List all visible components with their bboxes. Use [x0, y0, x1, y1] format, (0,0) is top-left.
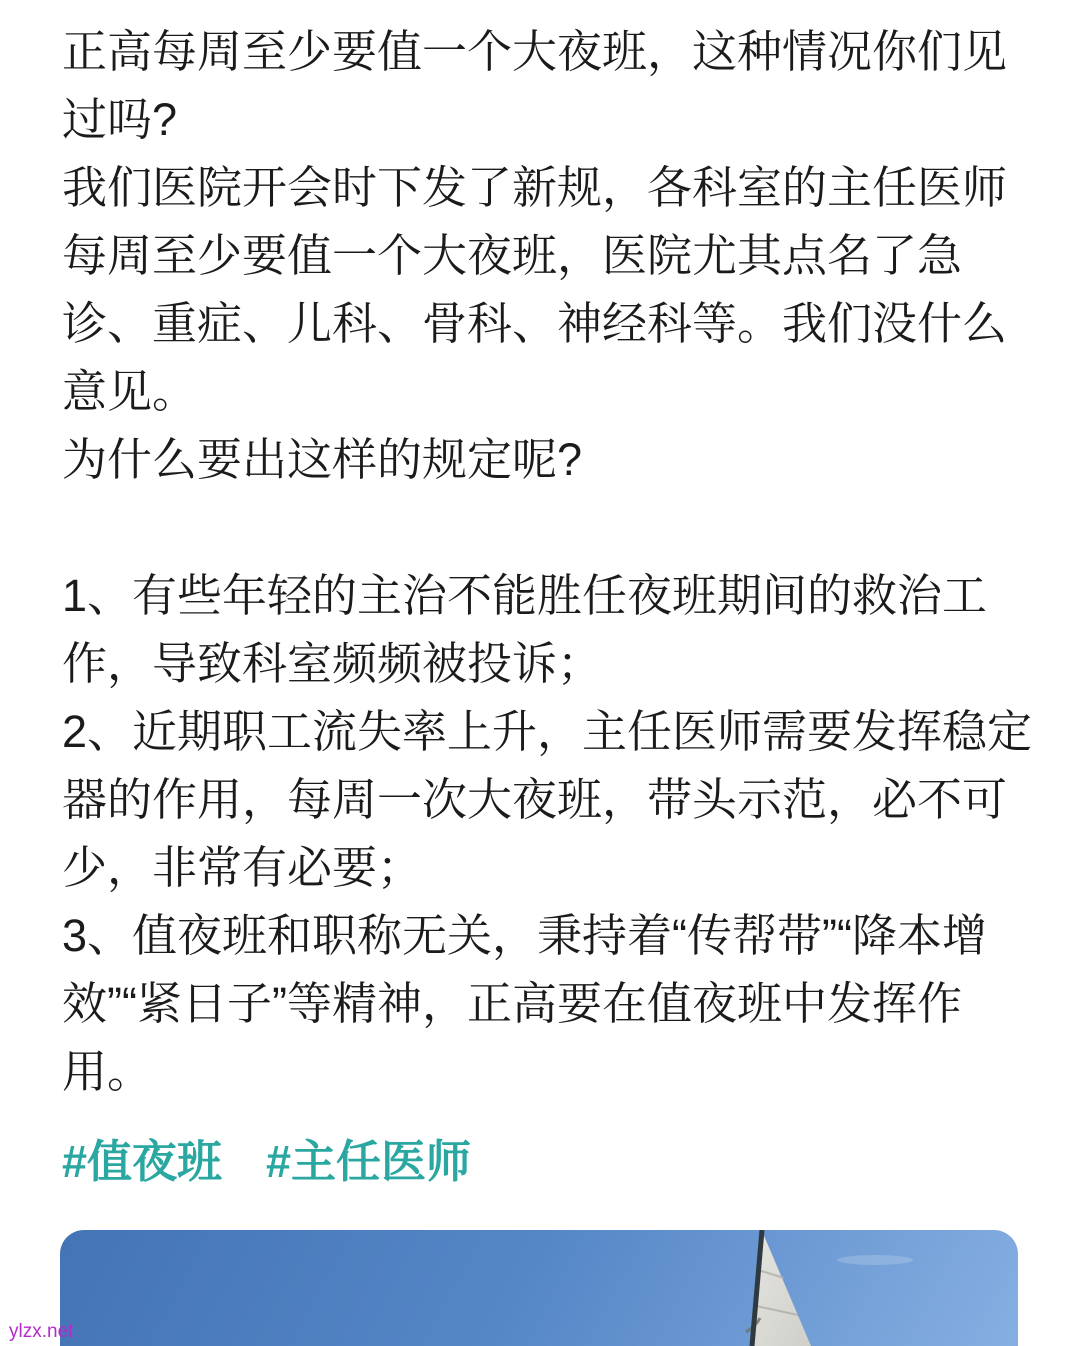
text-line: 每周至少要值一个大夜班，医院尤其点名了急 — [62, 230, 963, 281]
text-line: 少，非常有必要； — [62, 842, 423, 893]
text-line: 用。 — [62, 1046, 153, 1097]
text-line: 2、近期职工流失率上升，主任医师需要发挥稳定 — [62, 706, 1033, 757]
text-line: 意见。 — [62, 366, 198, 417]
hashtag-night-shift[interactable]: #值夜班 — [62, 1136, 223, 1187]
text-line-blank — [62, 494, 1042, 562]
text-line: 诊、重症、儿科、骨科、神经科等。我们没什么 — [62, 298, 1008, 349]
post-body-text — [62, 18, 1042, 1106]
text-line: 3、值夜班和职称无关，秉持着“传帮带”“降本增 — [62, 910, 987, 961]
hashtag-chief-physician[interactable]: #主任医师 — [266, 1136, 472, 1187]
text-line: 我们医院开会时下发了新规，各科室的主任医师 — [62, 162, 1008, 213]
text-line: 正高每周至少要值一个大夜班，这种情况你们见 — [62, 26, 1008, 77]
sailboat-sail-graphic — [60, 1230, 1018, 1346]
text-line: 为什么要出这样的规定呢? — [62, 434, 583, 485]
text-line: 1、有些年轻的主治不能胜任夜班期间的救治工 — [62, 570, 988, 621]
cloud-wisp — [837, 1255, 913, 1265]
text-line: 效”“紧日子”等精神，正高要在值夜班中发挥作 — [62, 978, 962, 1029]
text-line: 器的作用，每周一次大夜班，带头示范，必不可 — [62, 774, 1008, 825]
attached-photo[interactable] — [60, 1230, 1018, 1346]
text-line: 作，导致科室频频被投诉； — [62, 638, 603, 689]
text-line: 过吗? — [62, 94, 178, 145]
hashtag-row — [62, 1128, 471, 1196]
site-watermark: ylzx.net — [9, 1321, 74, 1342]
